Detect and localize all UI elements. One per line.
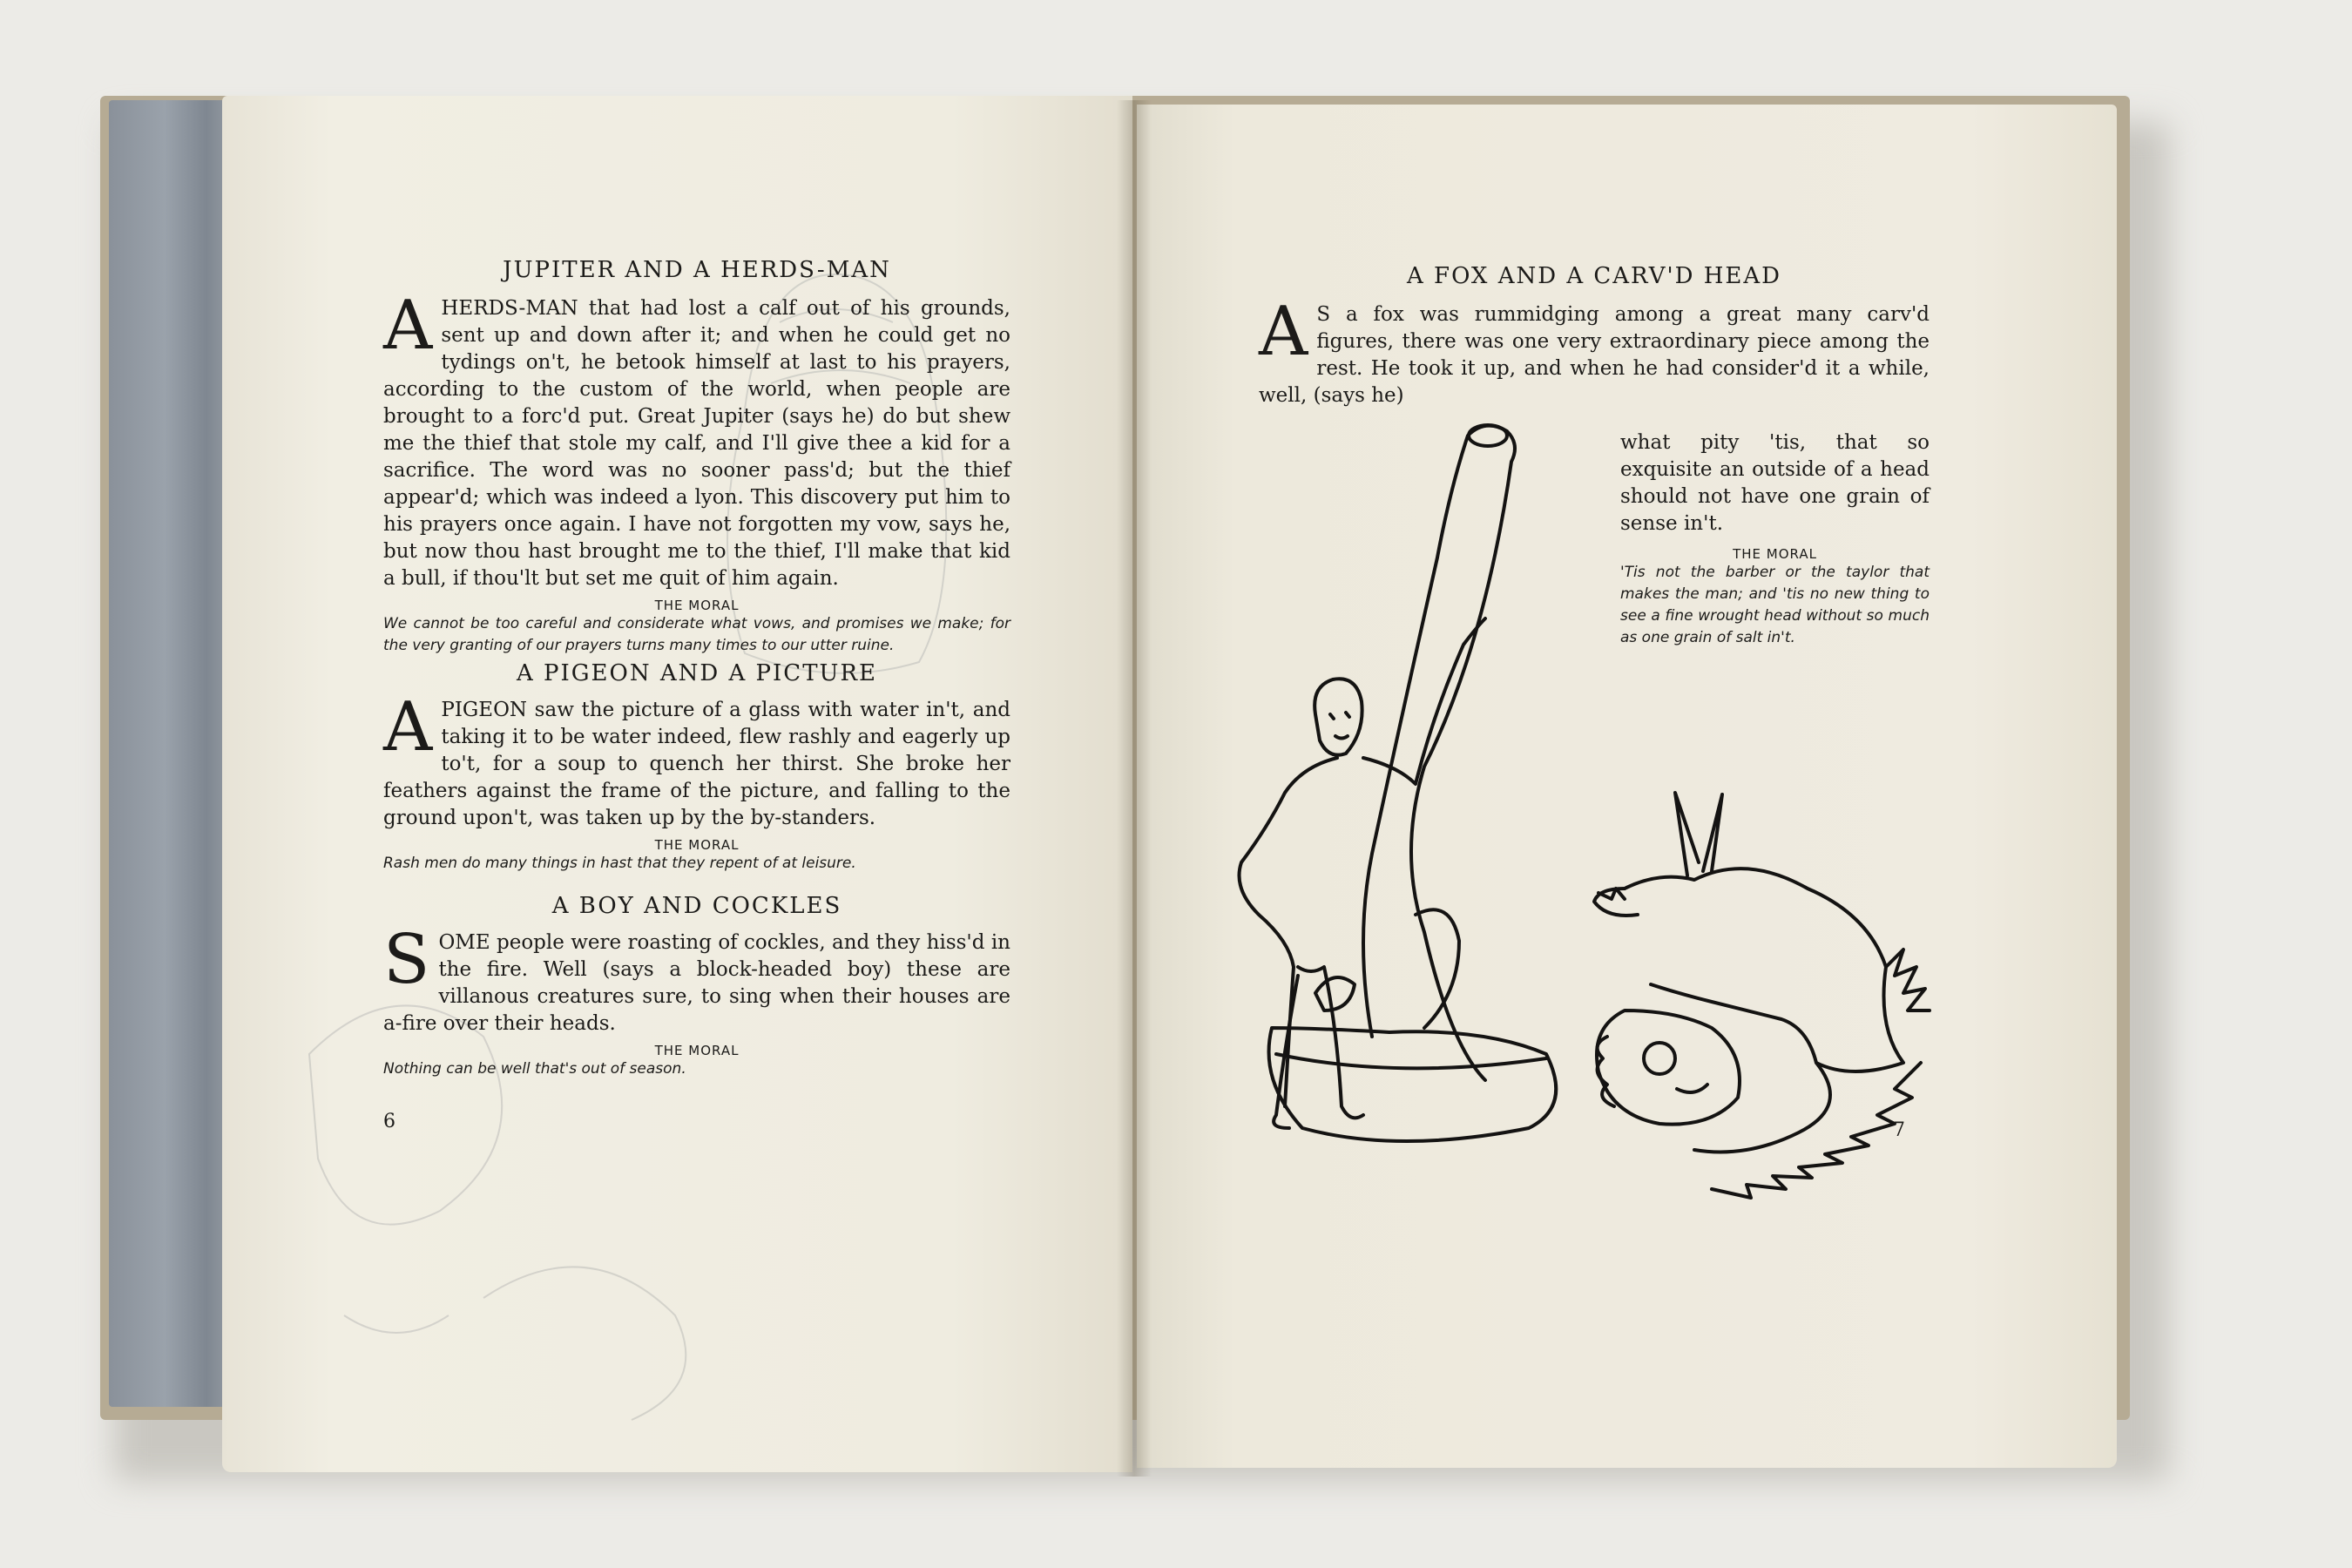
fox-tail [1712,1063,1921,1198]
fable-jupiter [383,257,1010,657]
moral-text: Nothing can be well that's out of season. [383,1060,686,1078]
moral-text: 'Tis not the barber or the taylor that makes the man; and 'tis no new thing to see a fine wrought head without so much as one grain of salt in't. [1620,564,1930,646]
fable-text: HERDS-MAN that had lost a calf out of his grounds, sent up and down after it; and when he could get no tydings on't, he betook himself at last to his prayers, according to the custom of the world, when people are brought to a forc'd put. Great Jupiter (says he) do but shew me the thief that stole my calf, and I'll give thee a kid for a sacrifice. The word was no sooner pass'd; but the thief appear'd; which was indeed a lyon. This discovery put him to his prayers once again. I have not forgotten my vow, says he, but now thou hast brought me to the thief, I'll make that kid a bull, if thou'lt but set me quit of him again. [383,297,1010,590]
moral-heading: THE MORAL [654,598,740,613]
fox-and-statue-illustration [1137,105,2117,1468]
figure-head [1315,679,1362,754]
book-gutter [1117,100,1152,1477]
plinth [1269,1028,1557,1141]
moral-heading: THE MORAL [1733,546,1817,562]
moral-text: Rash men do many things in hast that they repent of at leisure. [383,855,856,872]
fable-text: PIGEON saw the picture of a glass with water in't, and taking it to be water indeed, flew rashly and eagerly up to't, for a soup to quench her thirst. She broke her feathers against the frame of the picture, and falling to the ground upon't, was taken up by the by-standers. [383,699,1010,829]
moral-heading: THE MORAL [654,1043,740,1058]
fable-body [383,688,1010,832]
moral-text: We cannot be too careful and considerate what vows, and promises we make; for the very granting of our prayers turns many times to our utter ruine. [383,615,1010,654]
drop-cap: A [1259,293,1308,371]
moral-heading: THE MORAL [654,837,740,853]
drop-cap: A [383,287,433,365]
fox [1625,868,1903,1071]
fable-cockles [383,893,1010,1080]
fable-title: JUPITER AND A HERDS-MAN [503,257,891,283]
drop-cap: S [383,921,430,999]
fable-body [383,921,1010,1037]
fable-text: S a fox was rummidging among a great many carv'd figures, there was one very extraordinary piece among the rest. He took it up, and when he had consider'd it a while, well, (says he) [1259,303,1930,407]
fable-title: A BOY AND COCKLES [551,893,842,919]
fable-text-rest: what pity 'tis, that so exquisite an outside of a head should not have one grain of sense in't. [1620,431,1930,535]
fable-title: A FOX AND A CARV'D HEAD [1406,263,1782,289]
fable-title: A PIGEON AND A PICTURE [516,660,878,686]
right-page [1137,105,2117,1468]
page-number: 7 [1893,1119,1905,1141]
drop-cap: A [383,688,433,767]
carved-head [1363,426,1515,1080]
fable-body [383,287,1010,592]
fable-text: OME people were roasting of cockles, and they hiss'd in the fire. Well (says a block-headed boy) these are villanous creatures sure, to sing when their houses are a-fire over their heads. [383,931,1010,1035]
fallen-head [1597,1010,1740,1125]
left-page [222,96,1132,1472]
fable-pigeon [383,660,1010,875]
page-number: 6 [383,1111,395,1132]
